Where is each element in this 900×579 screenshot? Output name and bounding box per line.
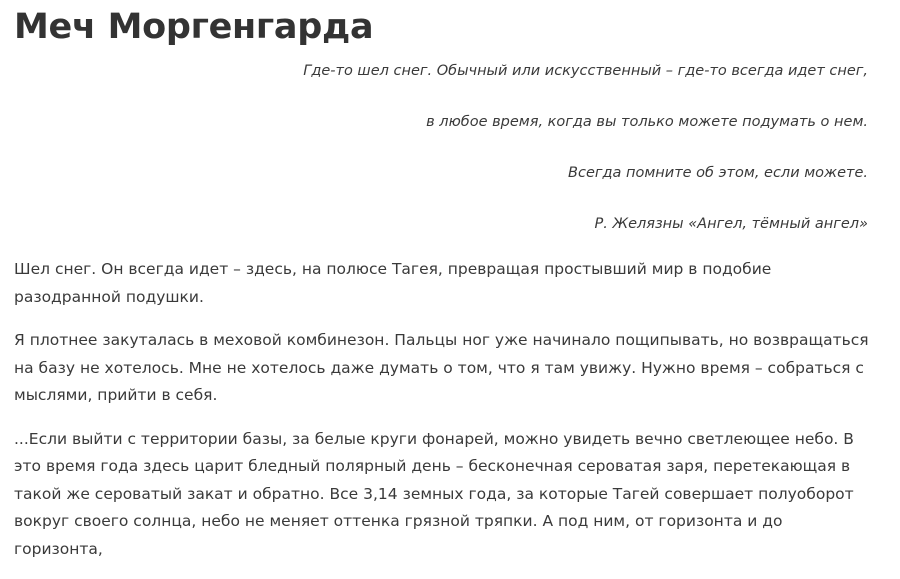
epigraph bbox=[14, 61, 868, 244]
paragraph-1: Шел снег. Он всегда идет – здесь, на полюсе Тагея, превращая простывший мир в подобие разодранной подушки. bbox=[14, 260, 772, 306]
epigraph-line-2: в любое время, когда вы только можете подумать о нем. bbox=[426, 114, 868, 130]
article-body bbox=[14, 256, 874, 563]
page-title: Меч Моргенгарда bbox=[14, 7, 374, 47]
page-scrollbar[interactable] bbox=[880, 0, 900, 576]
paragraph-2: Я плотнее закуталась в меховой комбинезон. Пальцы ног уже начинало пощипывать, но возвращаться на базу не хотелось. Мне не хотелось даже думать о том, что я там увижу. Нужно время – собраться с мыслями, прийти в себя. bbox=[14, 331, 869, 404]
paragraph-3: ...Если выйти с территории базы, за белые круги фонарей, можно увидеть вечно светлеющее небо. В это время года здесь царит бледный полярный день – бесконечная сероватая заря, перетекающая в такой же сероватый закат и обратно. Все 3,14 земных года, за которые Тагей совершает полуоборот вокруг своего солнца, небо не меняет оттенка грязной тряпки. А под ним, от горизонта и до горизонта, bbox=[14, 429, 854, 558]
epigraph-line-1: Где-то шел снег. Обычный или искусственный – где-то всегда идет снег, bbox=[303, 63, 868, 79]
epigraph-author: Р. Желязны «Ангел, тёмный ангел» bbox=[594, 216, 868, 232]
article bbox=[14, 0, 874, 579]
epigraph-line-3: Всегда помните об этом, если можете. bbox=[568, 165, 868, 181]
